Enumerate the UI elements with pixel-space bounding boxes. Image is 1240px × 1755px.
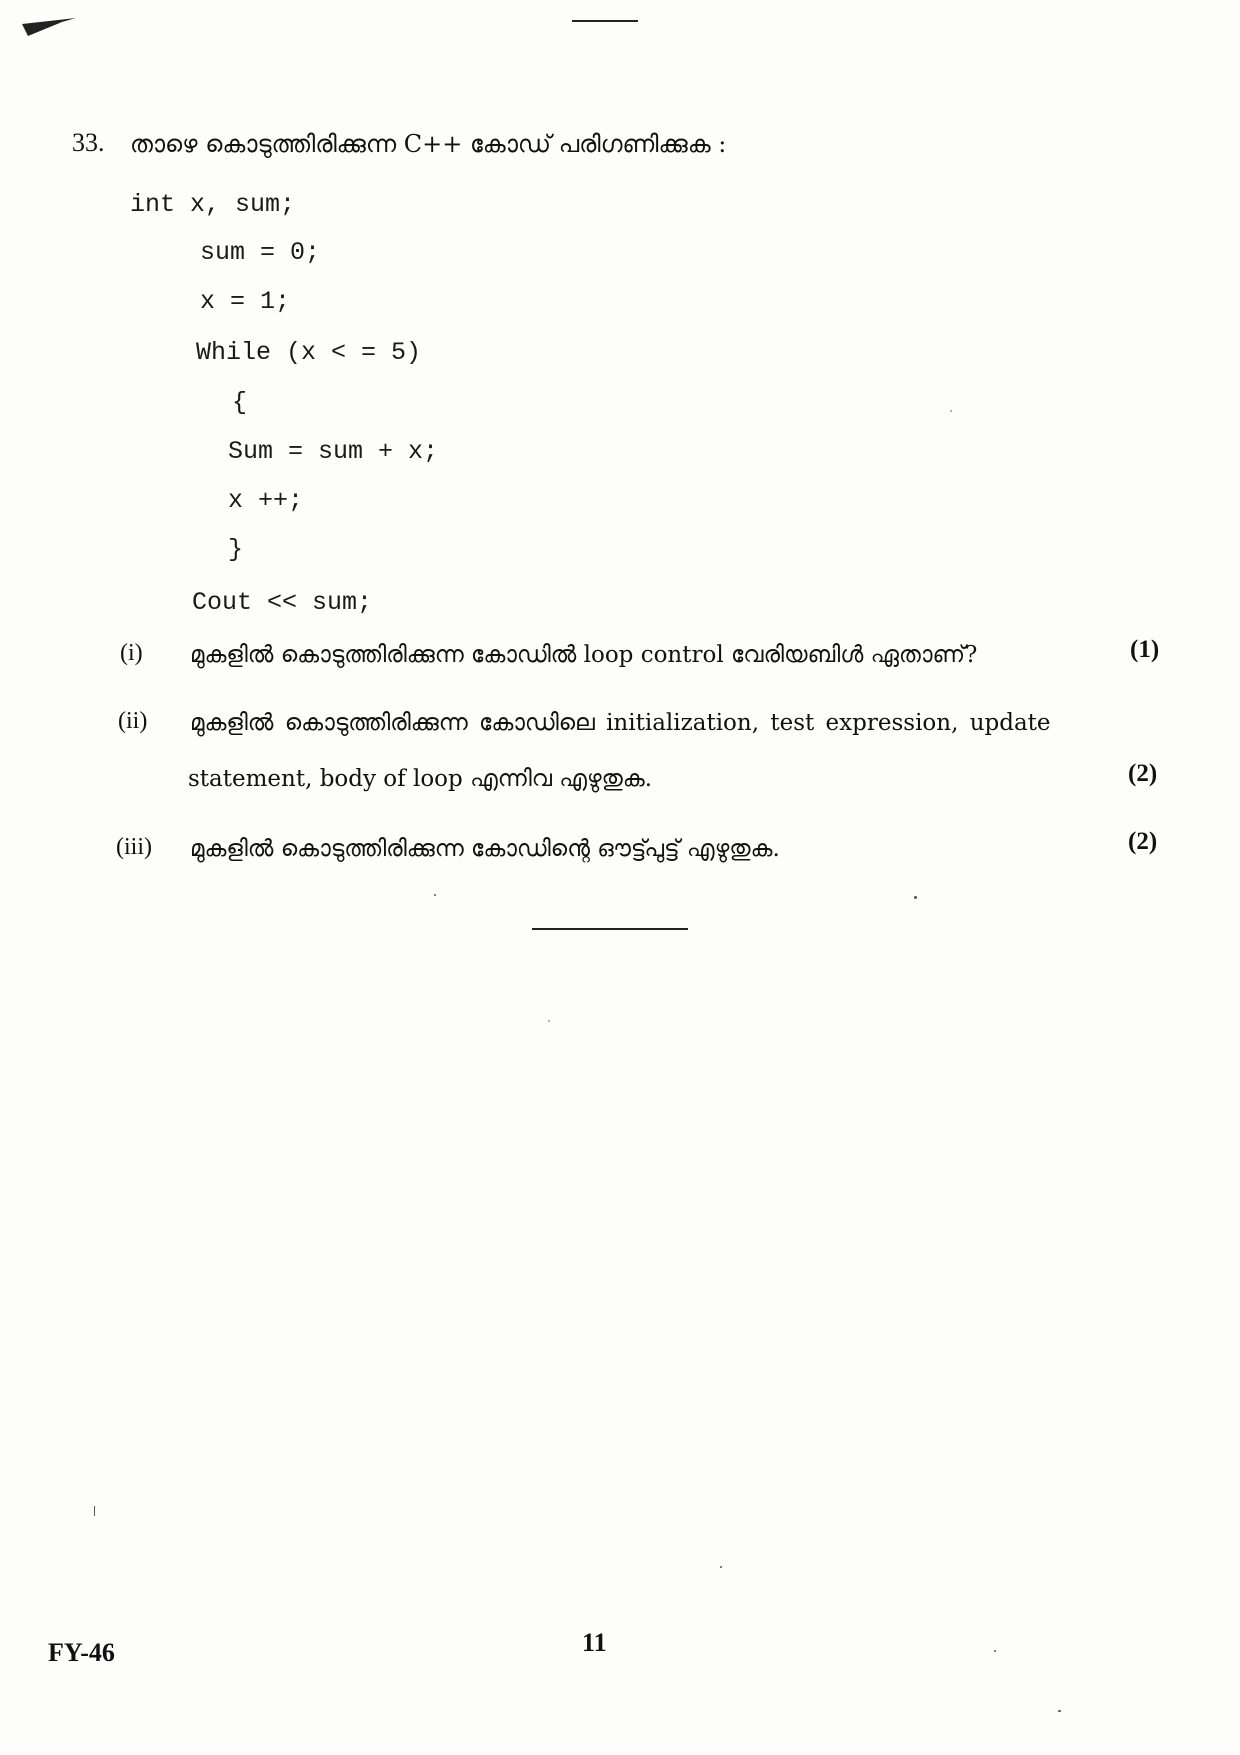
code-line: Cout << sum;: [192, 588, 373, 617]
subquestion-marks: (1): [1130, 636, 1160, 663]
code-line: Sum = sum + x;: [228, 437, 439, 466]
scan-speck: [720, 1566, 722, 1568]
subquestion-text-line2: statement, body of loop എന്നിവ എഴുതുക.: [188, 766, 653, 792]
subquestion-marks: (2): [1128, 760, 1158, 787]
scan-speck: [94, 1506, 95, 1516]
subquestion-text-line1: മുകളിൽ കൊടുത്തിരിക്കുന്ന കോഡിലെ initialization, test expression, update: [190, 710, 1051, 736]
code-line: x ++;: [228, 486, 304, 515]
page-number: 11: [582, 1628, 607, 1657]
subquestion-label: (iii): [116, 834, 152, 860]
scan-corner-mark: [22, 16, 78, 38]
scan-speck: [1058, 1710, 1061, 1712]
subquestion-label: (i): [120, 640, 143, 666]
end-rule: [532, 928, 688, 930]
question-number: 33.: [72, 128, 105, 157]
code-line: }: [228, 535, 244, 564]
code-line: While (x < = 5): [196, 338, 422, 367]
paper-code: FY-46: [48, 1638, 115, 1667]
subquestion-label: (ii): [118, 708, 148, 734]
top-rule: [572, 20, 638, 22]
scan-speck: [434, 894, 436, 896]
scan-speck: [950, 410, 952, 412]
code-line: x = 1;: [200, 287, 291, 316]
scan-speck: [994, 1650, 996, 1652]
subquestion-text: മുകളിൽ കൊടുത്തിരിക്കുന്ന കോഡിന്റെ ഔട്ട്പുട്ട് എഴുതുക.: [190, 836, 780, 862]
subquestion-marks: (2): [1128, 828, 1158, 855]
code-line: int x, sum;: [130, 190, 296, 219]
code-line: {: [232, 388, 248, 417]
code-line: sum = 0;: [200, 238, 321, 267]
subquestion-text: മുകളിൽ കൊടുത്തിരിക്കുന്ന കോഡിൽ loop control വേരിയബിൾ ഏതാണ്?: [190, 642, 978, 668]
scan-speck: [914, 896, 917, 899]
question-stem: താഴെ കൊടുത്തിരിക്കുന്ന C++ കോഡ് പരിഗണിക്കുക :: [130, 130, 727, 158]
scan-speck: [548, 1020, 550, 1022]
